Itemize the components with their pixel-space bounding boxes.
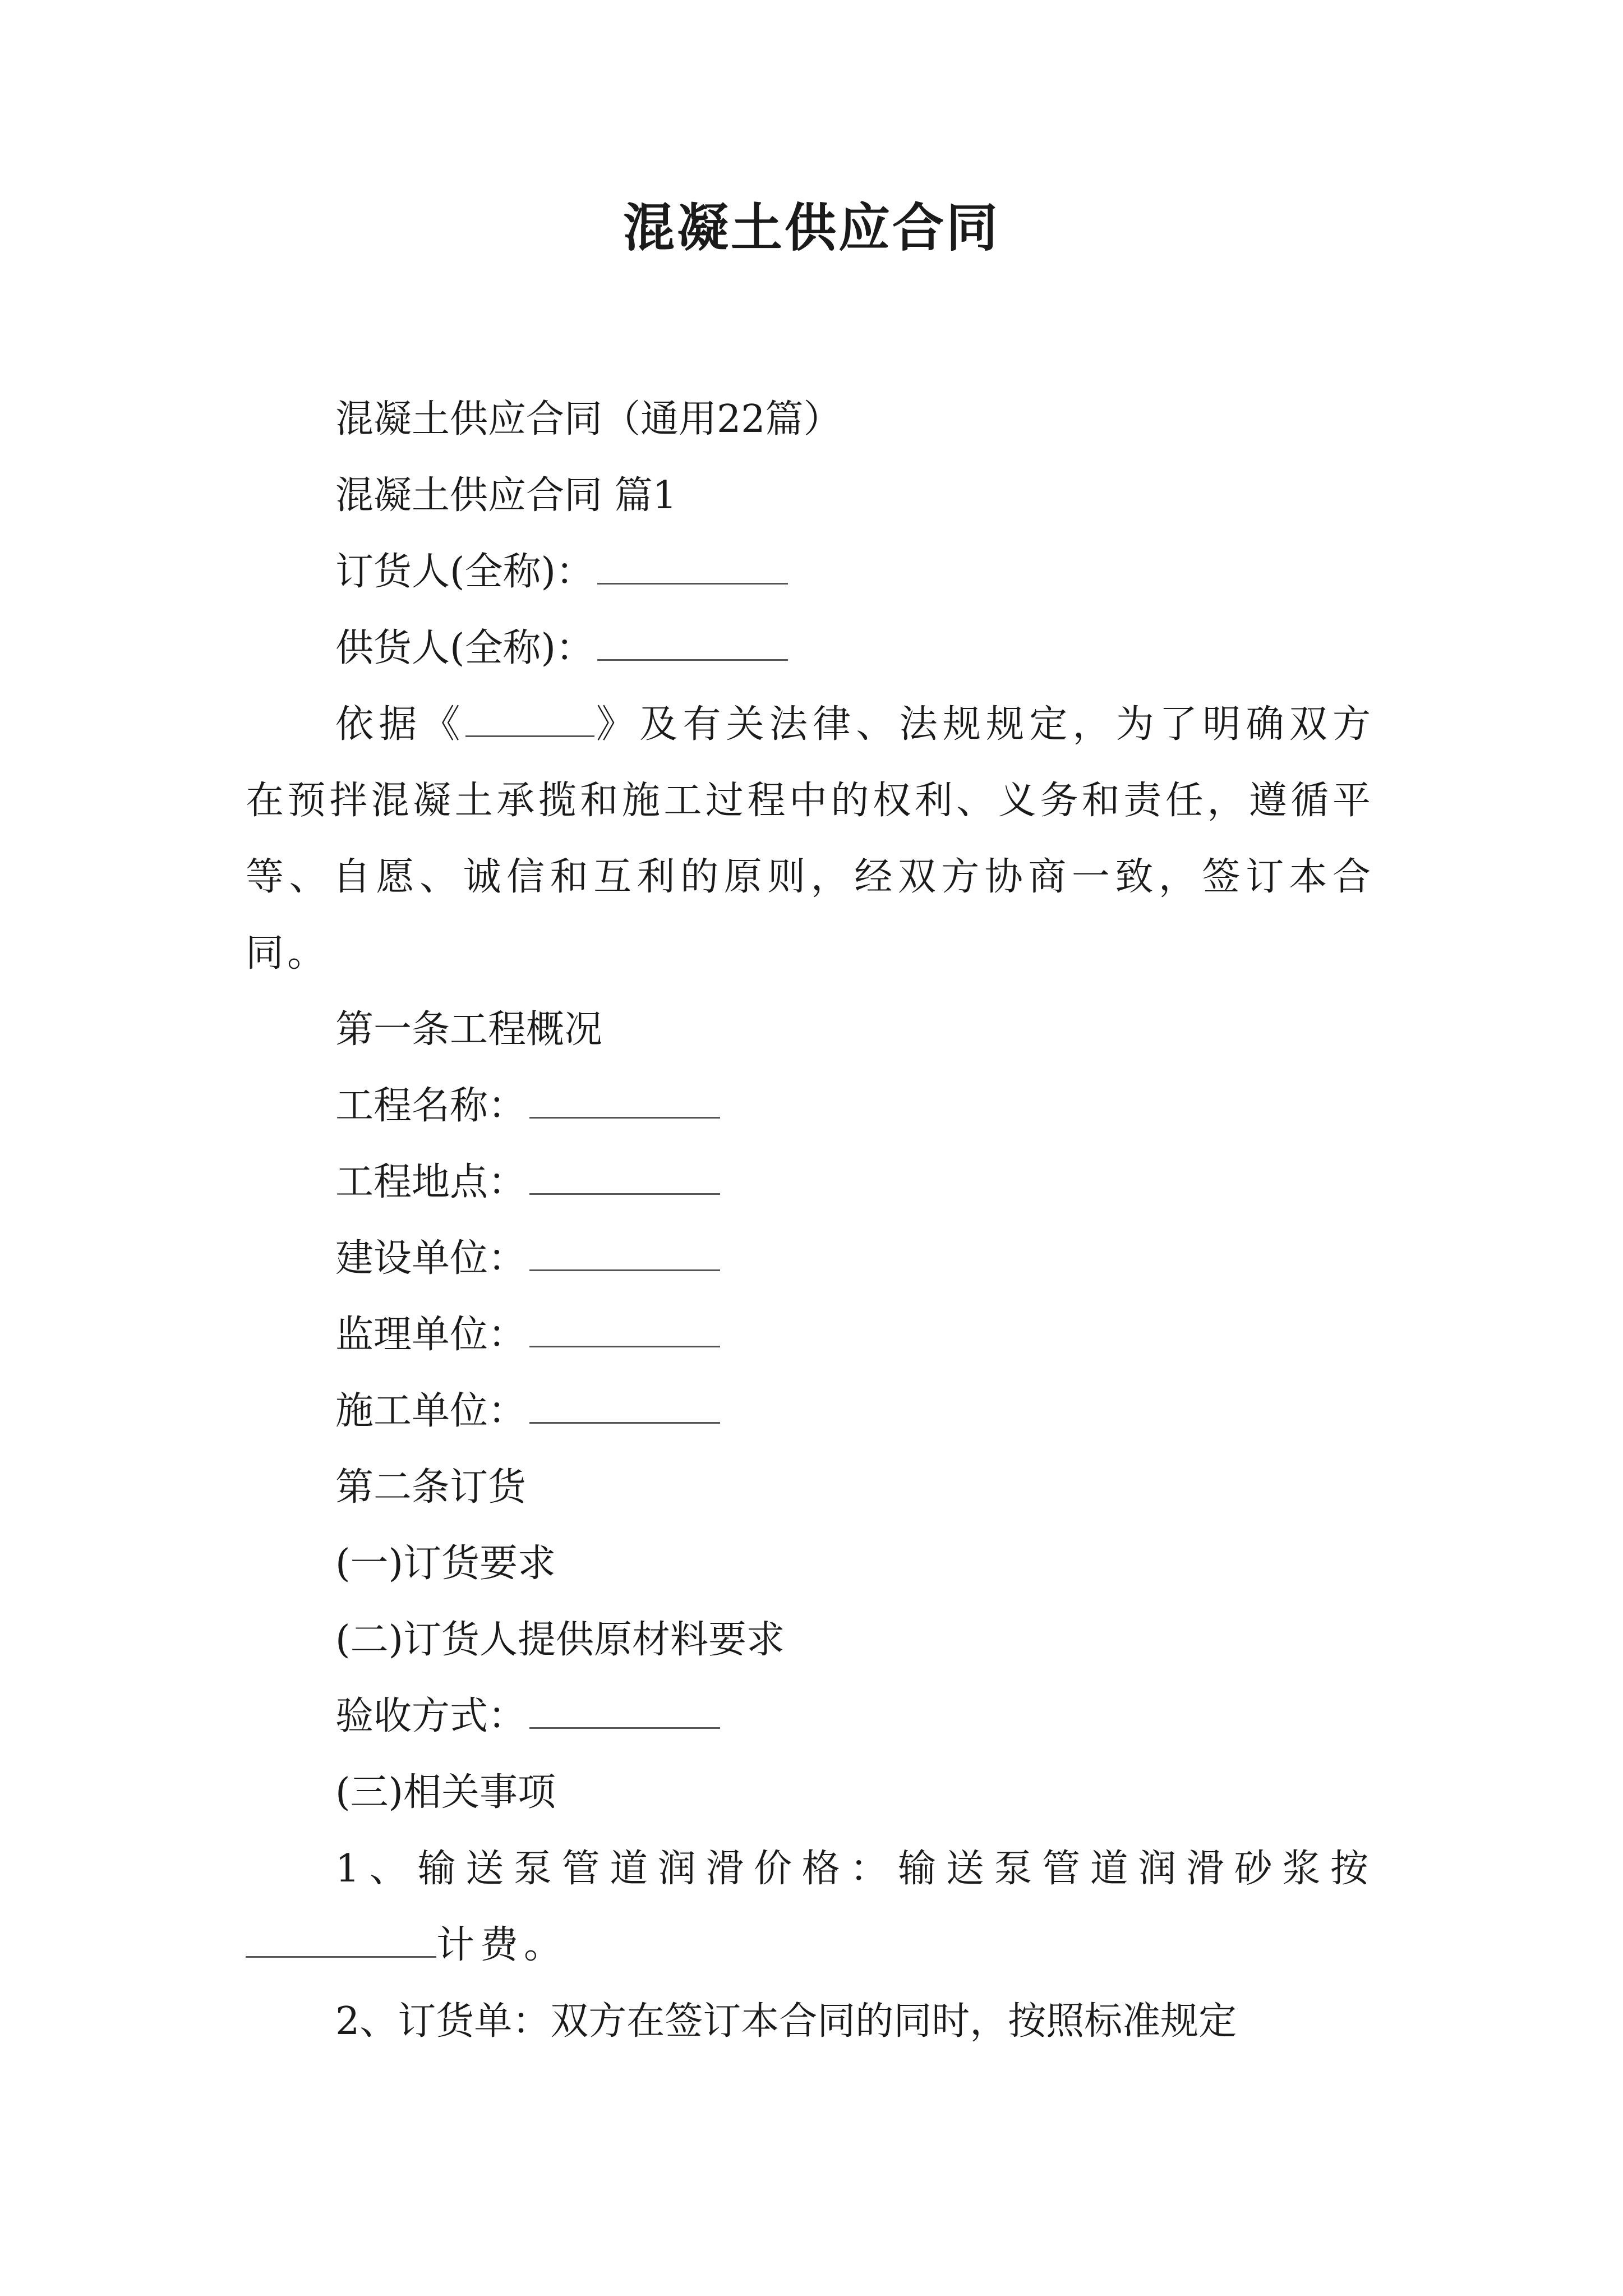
contractor-unit-label: 施工单位：: [335, 1389, 527, 1433]
document-body: [246, 381, 1374, 2060]
section-heading: 混凝土供应合同 篇1: [335, 473, 677, 518]
clause-1-text: 1、输送泵管道润滑价格：输送泵管道润滑砂浆按: [335, 1847, 1374, 1891]
orderer-label: 订货人(全称)：: [335, 550, 594, 594]
supplier-blank: [597, 628, 788, 661]
clause-1-suffix: 计费。: [436, 1923, 568, 1967]
clause-1: [246, 1831, 1374, 1984]
construction-unit-label: 建设单位：: [335, 1236, 527, 1281]
supplier-label: 供货人(全称)：: [335, 626, 594, 670]
law-name-blank: [465, 704, 594, 737]
order-requirements-item: (一)订货要求: [335, 1542, 556, 1586]
orderer-blank: [597, 551, 788, 585]
project-name-line: [246, 1068, 1374, 1144]
article1-heading: 第一条工程概况: [335, 1007, 603, 1052]
raw-material-requirements-item: (二)订货人提供原材料要求: [335, 1618, 785, 1662]
supplier-line: [246, 610, 1374, 687]
project-name-blank: [529, 1085, 720, 1119]
project-name-label: 工程名称：: [335, 1084, 527, 1128]
subtitle: 混凝土供应合同（通用22篇）: [335, 397, 842, 441]
acceptance-label: 验收方式：: [335, 1694, 527, 1738]
project-location-blank: [529, 1162, 720, 1195]
intro-text: 》及有关法律、法规规定，为了明确双方在预拌混凝土承揽和施工过程中的权利、义务和责任，遵循平等、自愿、诚信和互利的原则，经双方协商一致，签订本合同。: [246, 702, 1374, 976]
acceptance-blank: [529, 1696, 720, 1729]
supervision-unit-blank: [529, 1314, 720, 1347]
construction-unit-line: [246, 1221, 1374, 1297]
intro-prefix: 依据《: [335, 702, 465, 747]
clause-2: 2、订货单：双方在签订本合同的同时，按照标准规定: [335, 1999, 1237, 2044]
supervision-unit-line: [246, 1297, 1374, 1373]
related-matters-item: (三)相关事项: [335, 1770, 556, 1815]
contractor-unit-line: [246, 1373, 1374, 1450]
document-title: 混凝土供应合同: [623, 197, 1000, 258]
acceptance-line: [246, 1678, 1374, 1755]
intro-paragraph: [246, 687, 1374, 992]
supervision-unit-label: 监理单位：: [335, 1313, 527, 1357]
project-location-line: [246, 1144, 1374, 1221]
construction-unit-blank: [529, 1238, 720, 1271]
project-location-label: 工程地点：: [335, 1160, 527, 1204]
article2-heading: 第二条订货: [335, 1465, 527, 1510]
orderer-line: [246, 534, 1374, 610]
contractor-unit-blank: [529, 1391, 720, 1424]
clause-1-blank: [246, 1925, 436, 1958]
